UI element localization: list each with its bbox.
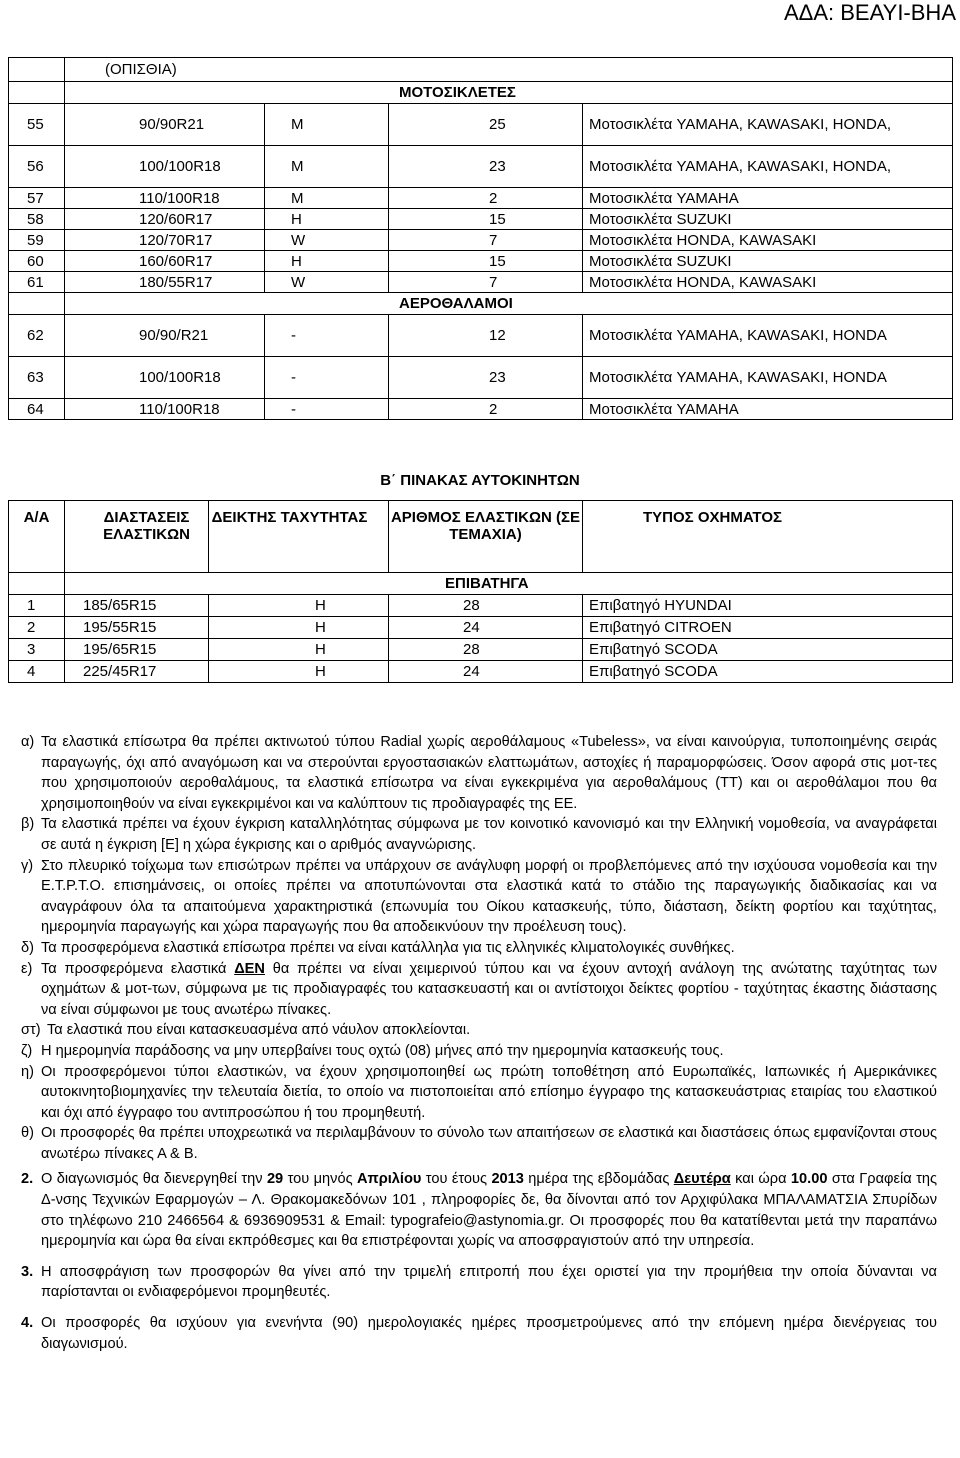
term-label: η)	[21, 1063, 34, 1080]
item-3-text: Η αποσφράγιση των προσφορών θα γίνει από την τριμελή επιτροπή που έχει οριστεί για την προμήθεια την οποία δύνανται να παρίστανται οι ενδιαφερόμενοι προμηθευτές.	[41, 1263, 937, 1301]
row-number: 61	[9, 272, 65, 293]
row-number: 63	[9, 357, 65, 399]
vehicle-type: Επιβατηγό HYUNDAI	[583, 595, 953, 617]
term-text: Στο πλευρικό τοίχωμα των επισώτρων πρέπει να υπάρχουν σε ανάγλυφη μορφή οι προβλεπόμενες από την ισχύουσα νομοθεσία και την Ε.Τ.Ρ.Τ.Ο. επισημάνσεις, οι οποίες πρέπει να αποτυπώνονται στα ελαστικά κατά το στάδιο της παραγωγικής διαδικασίας και να αναγράφουν όλα τα απαιτούμενα χαρακτηριστικά (επωνυμία του Οίκου κατασκευής, τύπο, διάσταση, δείκτη φορτίου και ταχύτητας, ημερομηνία παραγωγής και χώρα παραγωγής που θα αποδεικνύουν την προέλευση τους).	[41, 857, 937, 936]
row-number: 4	[9, 661, 65, 683]
item-2-number: 2.	[21, 1171, 34, 1188]
tire-dimensions: 100/100R18	[65, 357, 265, 399]
item-2-time: 10.00	[790, 1171, 828, 1188]
vehicle-type: Μοτοσικλέτα YAMAHA, KAWASAKI, HONDA,	[583, 104, 953, 146]
table-row	[9, 188, 953, 209]
tire-dimensions: 120/70R17	[65, 230, 265, 251]
table-motorcycles	[8, 57, 953, 420]
table-row	[9, 661, 953, 683]
vehicle-type: Μοτοσικλέτα HONDA, KAWASAKI	[583, 272, 953, 293]
tire-dimensions: 160/60R17	[65, 251, 265, 272]
term-item	[21, 1062, 937, 1124]
tire-quantity: 2	[389, 188, 583, 209]
row-number: 2	[9, 617, 65, 639]
speed-index: H	[209, 617, 389, 639]
tire-dimensions: 180/55R17	[65, 272, 265, 293]
tire-quantity: 15	[389, 209, 583, 230]
table-cars	[8, 500, 953, 683]
speed-index: -	[265, 315, 389, 357]
term-label: ε)	[21, 960, 33, 977]
term-text: Τα προσφερόμενα ελαστικά επίσωτρα πρέπει να είναι κατάλληλα για τις ελληνικές κλιματολογικές συνθήκες.	[41, 939, 735, 956]
speed-index: H	[265, 251, 389, 272]
speed-index: W	[265, 272, 389, 293]
header-aa: Α/Α	[9, 501, 65, 573]
speed-index: M	[265, 188, 389, 209]
speed-index: H	[209, 639, 389, 661]
vehicle-type: Μοτοσικλέτα YAMAHA, KAWASAKI, HONDA,	[583, 146, 953, 188]
terms-list	[21, 732, 937, 1164]
table-a-body	[9, 58, 953, 420]
row-number: 60	[9, 251, 65, 272]
term-text: Τα ελαστικά επίσωτρα θα πρέπει ακτινωτού τύπου Radial χωρίς αεροθάλαμους «Tubeless», να είναι καινούργια, τυποποιημένης σειράς παραγωγής, όχι από αναγόμωση και να στερούνται εργοστασιακών ελαττωμάτων, αστοχίες ή παραμορφώσεις. Όσον αφορά στις μοτ-τες που χρησιμοποιούν αεροθαλάμους, τα ελαστικά επίσωτρα να είναι εγκεκριμένα για αεροθαλάμους (TT) και οι αεροθάλαμοι που θα χρησιμοποιηθούν να είναι εγκεκριμένοι και να καλύπτουν τις προδιαγραφές της ΕΕ.	[41, 734, 937, 812]
vehicle-type: Μοτοσικλέτα HONDA, KAWASAKI	[583, 230, 953, 251]
tire-quantity: 12	[389, 315, 583, 357]
tire-dimensions: 185/65R15	[65, 595, 209, 617]
cell-empty	[9, 82, 65, 104]
section-passenger: ΕΠΙΒΑΤΗΓΑ	[65, 573, 953, 595]
speed-index: H	[265, 209, 389, 230]
term-item	[21, 814, 937, 855]
speed-index: H	[209, 661, 389, 683]
row-number: 57	[9, 188, 65, 209]
table-row	[9, 146, 953, 188]
tire-quantity: 2	[389, 399, 583, 420]
speed-index: -	[265, 357, 389, 399]
term-text: Οι προσφορές θα πρέπει υποχρεωτικά να περιλαμβάνουν το σύνολο των απαιτήσεων σε ελαστικά και διαστάσεις όπως εμφανίζονται στους ανωτέρω πίνακες Α & Β.	[41, 1125, 937, 1162]
tire-dimensions: 195/65R15	[65, 639, 209, 661]
tire-dimensions: 90/90/R21	[65, 315, 265, 357]
row-number: 58	[9, 209, 65, 230]
vehicle-type: Μοτοσικλέτα SUZUKI	[583, 209, 953, 230]
cell-empty	[9, 573, 65, 595]
table-row	[9, 104, 953, 146]
table-b-title: Β΄ ΠΙΝΑΚΑΣ ΑΥΤΟΚΙΝΗΤΩΝ	[380, 472, 580, 489]
item-2-text-3: του έτους	[421, 1171, 492, 1188]
term-text-pre: Τα προσφερόμενα ελαστικά	[41, 960, 235, 977]
terms-block	[21, 732, 937, 1354]
row-number: 62	[9, 315, 65, 357]
tire-dimensions: 100/100R18	[65, 146, 265, 188]
tire-dimensions: 195/55R15	[65, 617, 209, 639]
table-row	[9, 315, 953, 357]
row-number: 55	[9, 104, 65, 146]
item-2-text-2: του μηνός	[283, 1171, 357, 1188]
item-4	[21, 1313, 937, 1354]
term-emphasis: ΔΕΝ	[234, 960, 265, 977]
term-label: α)	[21, 734, 35, 750]
term-text: Τα ελαστικά που είναι κατασκευασμένα από νάυλον αποκλείονται.	[47, 1022, 471, 1039]
tire-dimensions: 120/60R17	[65, 209, 265, 230]
table-row	[9, 272, 953, 293]
table-row	[9, 209, 953, 230]
term-label: β)	[21, 816, 35, 833]
item-2	[21, 1169, 937, 1251]
cell-empty	[9, 58, 65, 82]
item-2-month: Απριλίου	[357, 1171, 422, 1188]
section-motorcycles: ΜΟΤΟΣΙΚΛΕΤΕΣ	[65, 82, 953, 104]
speed-index: M	[265, 146, 389, 188]
table-b-body	[9, 501, 953, 683]
item-2-text-5: και ώρα	[730, 1171, 791, 1188]
row-number: 3	[9, 639, 65, 661]
table-row	[9, 293, 953, 315]
row-number: 56	[9, 146, 65, 188]
tire-quantity: 24	[389, 617, 583, 639]
table-row	[9, 357, 953, 399]
tire-dimensions: 225/45R17	[65, 661, 209, 683]
tire-dimensions: 110/100R18	[65, 399, 265, 420]
speed-index: M	[265, 104, 389, 146]
term-item	[21, 856, 937, 938]
tire-quantity: 28	[389, 639, 583, 661]
term-label: δ)	[21, 939, 34, 956]
table-row	[9, 595, 953, 617]
item-2-text-6: στα Γραφεία της Δ-νσης Τεχνικών Εφαρμογών – Λ. Θρακομακεδόνων 101 , πληροφορίες δε, θα δίνονται από τον Αρχιφύλακα ΜΠΑΛΑΜΑΤΣΙΑ Σπυρίδων στο τηλέφωνο 210 2466564 & 6936909531 & Email: typografeio@astynomia.gr. Οι προσφορές που θα κατατίθενται μετά την παραπάνω ημερομηνία και ώρα θα είναι εκπρόθεσμες και θα επιστρέφονται χωρίς να αποσφραγιστούν από την υπηρεσία.	[41, 1171, 937, 1250]
tire-quantity: 25	[389, 104, 583, 146]
row-number: 64	[9, 399, 65, 420]
item-3-number: 3.	[21, 1263, 34, 1280]
table-row	[9, 639, 953, 661]
vehicle-type: Επιβατηγό SCODA	[583, 661, 953, 683]
cell-empty	[9, 293, 65, 315]
tire-quantity: 28	[389, 595, 583, 617]
term-label: γ)	[21, 857, 34, 874]
header-speed-index: ΔΕΙΚΤΗΣ ΤΑΧΥΤΗΤΑΣ	[209, 501, 389, 573]
vehicle-type: Μοτοσικλέτα YAMAHA, KAWASAKI, HONDA	[583, 357, 953, 399]
speed-index: H	[209, 595, 389, 617]
vehicle-type: Μοτοσικλέτα SUZUKI	[583, 251, 953, 272]
item-4-text: Οι προσφορές θα ισχύουν για ενενήντα (90) ημερολογιακές ημέρες προσμετρούμενες από την επόμενη ημέρα διενέργειας του διαγωνισμού.	[41, 1315, 937, 1352]
term-item	[21, 959, 937, 1021]
row-number: 59	[9, 230, 65, 251]
term-item	[21, 732, 937, 814]
vehicle-type: Επιβατηγό SCODA	[583, 639, 953, 661]
table-row	[9, 251, 953, 272]
term-item	[21, 938, 937, 959]
item-2-year: 2013	[491, 1171, 524, 1188]
vehicle-type: Μοτοσικλέτα YAMAHA, KAWASAKI, HONDA	[583, 315, 953, 357]
tire-dimensions: 110/100R18	[65, 188, 265, 209]
term-item	[21, 1041, 937, 1062]
term-label: θ)	[21, 1125, 34, 1142]
item-3	[21, 1262, 937, 1303]
vehicle-type: Μοτοσικλέτα YAMAHA	[583, 188, 953, 209]
item-2-day: 29	[266, 1171, 284, 1188]
term-text: Η ημερομηνία παράδοσης να μην υπερβαίνει τους οχτώ (08) μήνες από την ημερομηνία κατασκευής τους.	[41, 1042, 724, 1059]
item-2-weekday: Δευτέρα	[673, 1171, 731, 1188]
term-text: θα πρέπει να είναι χειμερινού τύπου και να έχουν αντοχή ανάλογη της ανώτατης ταχύτητας των οχημάτων & μοτ-των, σύμφωνα με τις προδιαγραφές του κατασκευαστή και οι αντίστοιχοι δείκτες φορτίου - ταχύτητας έκαστης διάστασης να είναι σύμφωνοι με τους ανωτέρω πίνακες.	[41, 960, 937, 1018]
header-vehicle-type: ΤΥΠΟΣ ΟΧΗΜΑΤΟΣ	[583, 501, 953, 573]
tire-quantity: 24	[389, 661, 583, 683]
vehicle-type: Μοτοσικλέτα YAMAHA	[583, 399, 953, 420]
item-4-number: 4.	[21, 1315, 34, 1332]
term-label: στ)	[21, 1022, 41, 1039]
table-row	[9, 617, 953, 639]
term-text: Οι προσφερόμενοι τύποι ελαστικών, να έχουν χρησιμοποιηθεί ως πρώτη τοποθέτηση από Ευρωπαϊκές, Ιαπωνικές ή Αμερικάνικες αυτοκινητοβιομηχανίες την τελευταία διετία, το οποίο να πιστοποιείται από επίσημο έγγραφο της κατασκευάστριας εταιρίας του ελαστικού και όχι από έγγραφο του αντιπροσώπου ή του προμηθευτή.	[41, 1063, 937, 1121]
table-row	[9, 399, 953, 420]
header-dimensions: ΔΙΑΣΤΑΣΕΙΣ ΕΛΑΣΤΙΚΩΝ	[65, 501, 209, 573]
item-2-text-4: ημέρα της εβδομάδας	[523, 1171, 674, 1188]
back-label: (ΟΠΙΣΘΙΑ)	[65, 58, 953, 82]
item-2-text-1: Ο διαγωνισμός θα διενεργηθεί την	[41, 1171, 267, 1188]
tire-quantity: 23	[389, 146, 583, 188]
term-item	[21, 1020, 937, 1041]
tire-quantity: 23	[389, 357, 583, 399]
term-item	[21, 1123, 937, 1164]
tire-quantity: 15	[389, 251, 583, 272]
section-inner-tubes: ΑΕΡΟΘΑΛΑΜΟΙ	[65, 293, 953, 315]
row-number: 1	[9, 595, 65, 617]
ada-code: ΑΔΑ: ΒΕΑΥΙ-ΒΗΑ	[783, 0, 956, 25]
speed-index: -	[265, 399, 389, 420]
tire-quantity: 7	[389, 230, 583, 251]
vehicle-type: Επιβατηγό CITROEN	[583, 617, 953, 639]
speed-index: W	[265, 230, 389, 251]
term-label: ζ)	[21, 1042, 33, 1059]
header-quantity: ΑΡΙΘΜΟΣ ΕΛΑΣΤΙΚΩΝ (ΣΕ ΤΕΜΑΧΙΑ)	[389, 501, 583, 573]
table-row	[9, 230, 953, 251]
tire-quantity: 7	[389, 272, 583, 293]
term-text: Τα ελαστικά πρέπει να έχουν έγκριση καταλληλότητας σύμφωνα με τον κοινοτικό κανονισμό και την Ελληνική νομοθεσία, να αναγράφεται σε αυτά η έγκριση [E] η χώρα έγκρισης και ο αριθμός αναγνώρισης.	[41, 816, 937, 853]
tire-dimensions: 90/90R21	[65, 104, 265, 146]
